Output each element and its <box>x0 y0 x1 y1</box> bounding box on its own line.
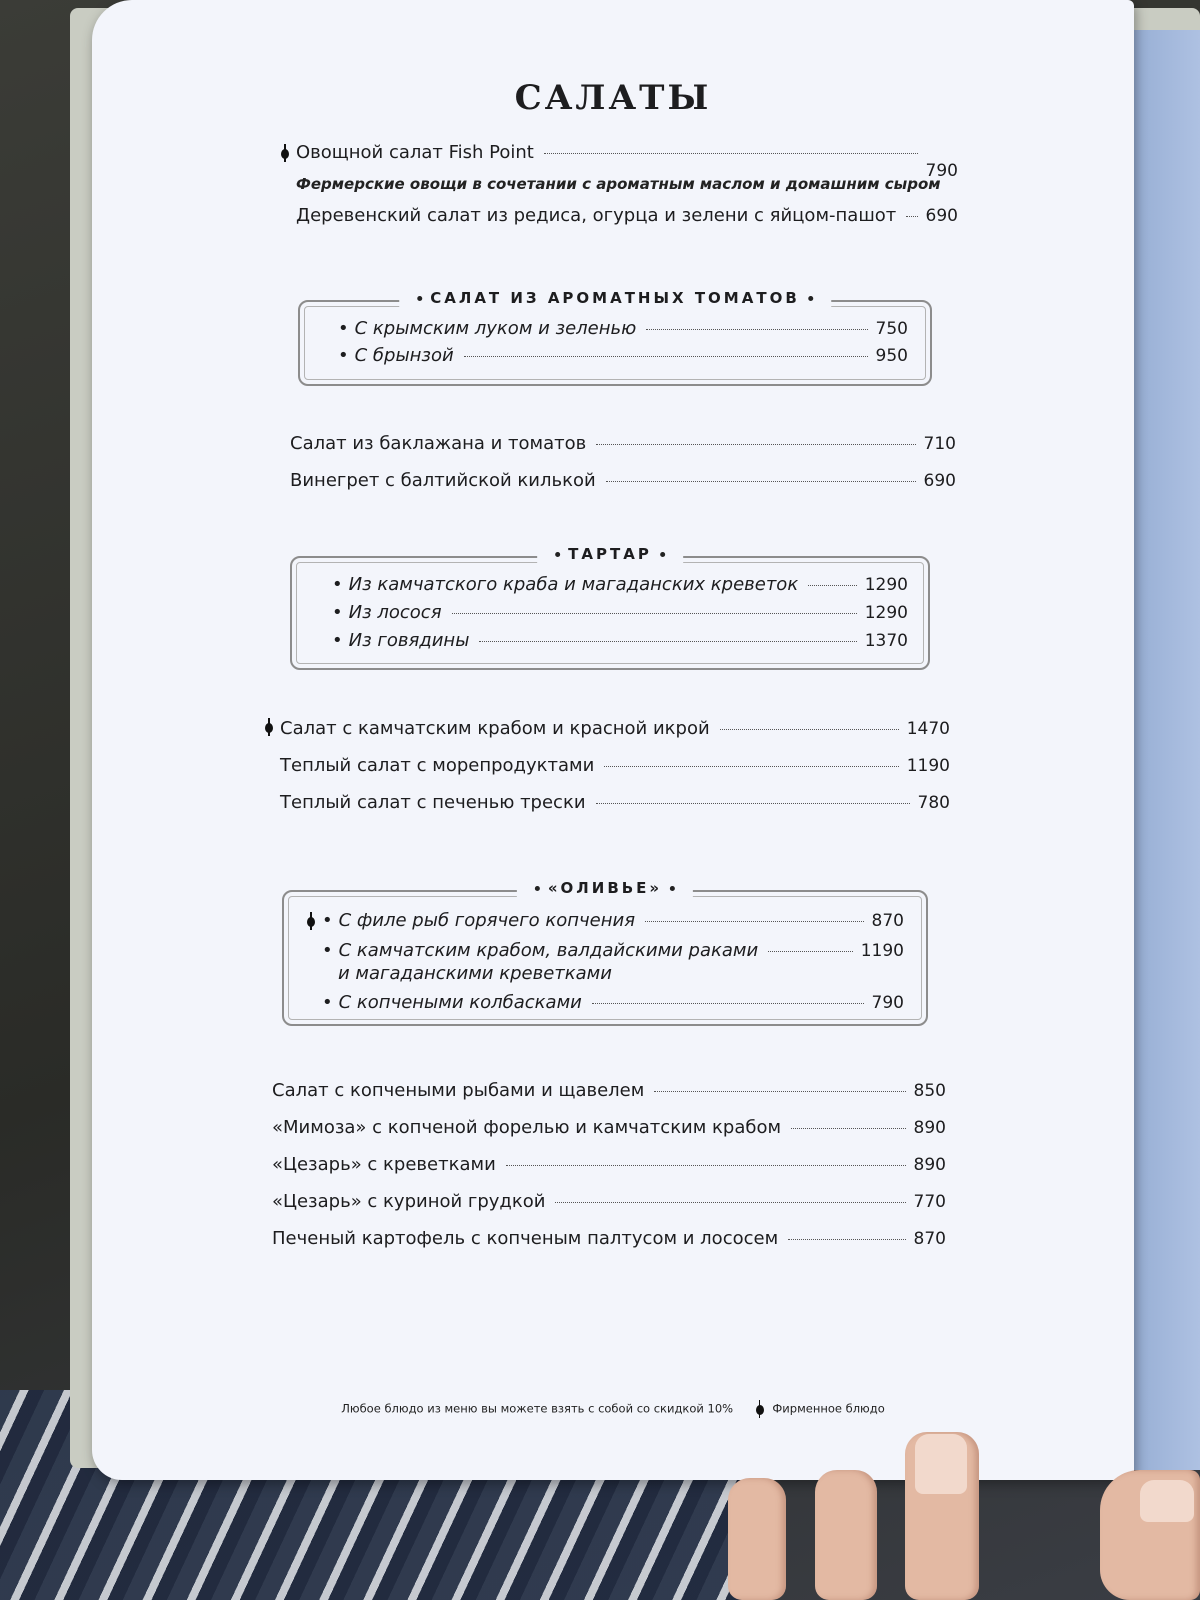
leader-dots <box>452 613 857 614</box>
menu-item <box>338 345 908 366</box>
leader-dots <box>606 481 916 482</box>
menu-item <box>272 1191 946 1212</box>
leader-dots <box>596 444 915 445</box>
menu-item <box>290 433 956 454</box>
bullet: • <box>332 602 343 623</box>
bullet: • <box>332 574 343 595</box>
takeaway-note: Любое блюдо из меню вы можете взять с собой со скидкой 10% <box>341 1401 734 1416</box>
menu-item <box>296 142 958 181</box>
menu-item-price: 690 <box>925 206 958 226</box>
signature-dish-icon <box>306 912 316 930</box>
menu-item-price: 850 <box>913 1081 946 1101</box>
menu-item <box>338 318 908 339</box>
menu-item <box>272 1228 946 1249</box>
fingernail <box>1140 1480 1194 1522</box>
leader-dots <box>645 921 864 922</box>
menu-item-name: Теплый салат с морепродуктами <box>280 755 595 776</box>
section-title: «ОЛИВЬЕ» <box>517 879 693 897</box>
menu-item-price: 870 <box>871 911 904 931</box>
menu-item-name: Из камчатского краба и магаданских креветок <box>348 574 799 595</box>
menu-item <box>332 630 908 651</box>
bullet: • <box>322 992 333 1013</box>
bullet: • <box>332 630 343 651</box>
leader-dots <box>768 951 853 952</box>
menu-item-price: 1290 <box>864 575 908 595</box>
leader-dots <box>654 1091 905 1092</box>
leader-dots <box>788 1239 905 1240</box>
section-box-tomatoes <box>298 289 932 386</box>
menu-item <box>332 602 908 623</box>
page-title: САЛАТЫ <box>514 78 712 118</box>
menu-item-name: «Мимоза» с копченой форелью и камчатским крабом <box>272 1117 782 1138</box>
finger <box>815 1470 877 1600</box>
leader-dots <box>808 585 857 586</box>
menu-item-name: «Цезарь» с креветками <box>272 1154 496 1175</box>
menu-item-price: 1190 <box>860 941 904 961</box>
signature-dish-icon <box>264 718 274 736</box>
menu-item-name: Деревенский салат из редиса, огурца и зелени с яйцом-пашот <box>296 205 897 226</box>
menu-item-name: Овощной салат Fish Point <box>296 142 534 163</box>
menu-item-continued <box>338 963 612 984</box>
bullet: • <box>338 345 349 366</box>
menu-item-name: С крымским луком и зеленью <box>354 318 637 339</box>
leader-dots <box>906 216 917 217</box>
leader-dots <box>544 153 918 154</box>
menu-item-price: 890 <box>913 1118 946 1138</box>
menu-item-price: 890 <box>913 1155 946 1175</box>
menu-item-price: 770 <box>913 1192 946 1212</box>
menu-item <box>280 755 950 776</box>
leader-dots <box>596 803 910 804</box>
leader-dots <box>646 329 867 330</box>
menu-item-price: 1190 <box>906 756 950 776</box>
menu-item-name: Винегрет с балтийской килькой <box>290 470 596 491</box>
menu-page <box>92 0 1134 1480</box>
leader-dots <box>592 1003 864 1004</box>
menu-item-price: 790 <box>925 161 958 181</box>
bullet: • <box>322 910 333 931</box>
menu-item-name: С камчатским крабом, валдайскими раками <box>338 940 759 961</box>
menu-item <box>322 992 904 1013</box>
menu-item-name: «Цезарь» с куриной грудкой <box>272 1191 546 1212</box>
menu-item <box>272 1154 946 1175</box>
leader-dots <box>791 1128 905 1129</box>
menu-item-price: 1290 <box>864 603 908 623</box>
menu-item-name: Салат с камчатским крабом и красной икрой <box>280 718 710 739</box>
menu-item-name: Из говядины <box>348 630 470 651</box>
section-title: ТАРТАР <box>537 545 683 563</box>
menu-item-price: 870 <box>913 1229 946 1249</box>
menu-item-price: 710 <box>923 434 956 454</box>
menu-item-name: Теплый салат с печенью трески <box>280 792 586 813</box>
menu-item <box>280 792 950 813</box>
leader-dots <box>506 1165 906 1166</box>
signature-dish-icon <box>755 1400 765 1418</box>
section-title: САЛАТ ИЗ АРОМАТНЫХ ТОМАТОВ <box>399 289 831 307</box>
menu-item-name-line2: и магаданскими креветками <box>338 963 612 984</box>
signature-legend: Фирменное блюдо <box>772 1401 885 1416</box>
menu-item-name: Салат с копчеными рыбами и щавелем <box>272 1080 645 1101</box>
menu-item-name: С копчеными колбасками <box>338 992 582 1013</box>
menu-item-price: 950 <box>875 346 908 366</box>
menu-item-name: Печеный картофель с копченым палтусом и лососем <box>272 1228 779 1249</box>
menu-item <box>296 205 958 226</box>
menu-item <box>290 470 956 491</box>
menu-item <box>272 1080 946 1101</box>
bullet: • <box>338 318 349 339</box>
menu-item-price: 780 <box>917 793 950 813</box>
menu-item-name: Из лосося <box>348 602 442 623</box>
menu-item <box>280 718 950 739</box>
leader-dots <box>555 1202 905 1203</box>
menu-item-price: 690 <box>923 471 956 491</box>
menu-item-price: 1470 <box>906 719 950 739</box>
signature-dish-icon <box>280 144 290 162</box>
finger <box>1100 1470 1200 1600</box>
menu-item <box>322 910 904 931</box>
menu-item-price: 1370 <box>864 631 908 651</box>
menu-item <box>332 574 908 595</box>
menu-item-name: С брынзой <box>354 345 454 366</box>
menu-item-name: Салат из баклажана и томатов <box>290 433 587 454</box>
menu-item-price: 790 <box>871 993 904 1013</box>
leader-dots <box>479 641 856 642</box>
menu-item-price: 750 <box>875 319 908 339</box>
menu-item <box>322 940 904 961</box>
bullet: • <box>322 940 333 961</box>
leader-dots <box>464 356 868 357</box>
menu-item <box>272 1117 946 1138</box>
fingernail <box>915 1434 967 1494</box>
page-footer <box>92 1400 1134 1418</box>
menu-item-description: Фермерские овощи в сочетании с ароматным маслом и домашним сыром <box>296 175 941 193</box>
finger <box>728 1478 786 1600</box>
leader-dots <box>720 729 899 730</box>
menu-item-name: С филе рыб горячего копчения <box>338 910 636 931</box>
leader-dots <box>604 766 898 767</box>
finger <box>905 1432 979 1600</box>
